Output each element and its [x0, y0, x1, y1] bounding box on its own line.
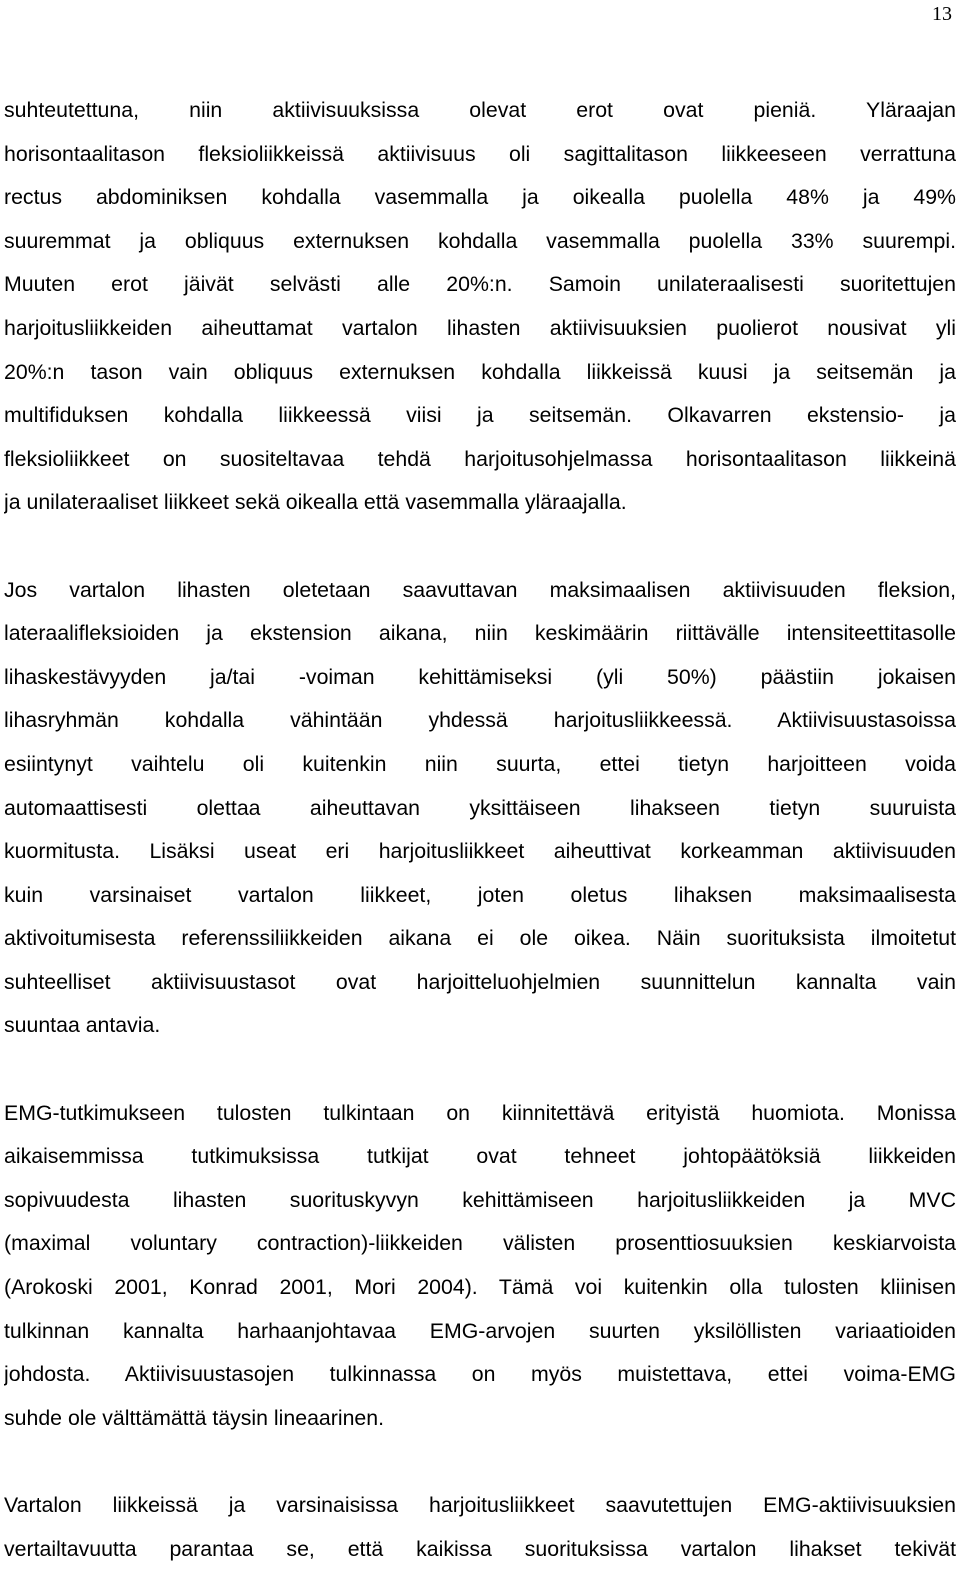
text-line: rectus abdominiksen kohdalla vasemmalla ja oikealla puolella 48% ja 49% [4, 185, 956, 210]
text-line: sopivuudesta lihasten suorituskyvyn kehittämiseen harjoitusliikkeiden ja MVC [4, 1187, 956, 1212]
text-line: EMG-tutkimukseen tulosten tulkintaan on kiinnitettävä erityistä huomiota. Monissa [4, 1100, 956, 1125]
paragraph [4, 569, 956, 1049]
paragraph [4, 1092, 956, 1441]
text-line: Muuten erot jäivät selvästi alle 20%:n. Samoin unilateraalisesti suoritettujen [4, 272, 956, 297]
text-line: kuormitusta. Lisäksi useat eri harjoitusliikkeet aiheuttivat korkeamman aktiivisuuden [4, 839, 956, 864]
text-line: ja unilateraaliset liikkeet sekä oikealla että vasemmalla yläraajalla. [4, 490, 627, 515]
text-line: harjoitusliikkeiden aiheuttamat vartalon lihasten aktiivisuuksien puolierot nousivat yli [4, 315, 956, 340]
paragraph [4, 1484, 956, 1571]
text-line: fleksioliikkeet on suositeltavaa tehdä harjoitusohjelmassa horisontaalitason liikkeinä [4, 446, 956, 471]
text-line: lateraalifleksioiden ja ekstension aikana, niin keskimäärin riittävälle intensiteettitasolle [4, 621, 956, 646]
text-line: aktivoitumisesta referenssiliikkeiden aikana ei ole oikea. Näin suorituksista ilmoitetut [4, 926, 956, 951]
text-line: suhteutettuna, niin aktiivisuuksissa olevat erot ovat pieniä. Yläraajan [4, 98, 956, 122]
text-line: (maximal voluntary contraction)-liikkeiden välisten prosenttiosuuksien keskiarvoista [4, 1231, 956, 1256]
text-line: Jos vartalon lihasten oletetaan saavuttavan maksimaalisen aktiivisuuden fleksion, [4, 577, 956, 602]
text-line: automaattisesti olettaa aiheuttavan yksittäiseen lihakseen tietyn suuruista [4, 795, 956, 820]
text-line: lihasryhmän kohdalla vähintään yhdessä harjoitusliikkeessä. Aktiivisuustasoissa [4, 708, 956, 733]
text-line: lihaskestävyyden ja/tai -voiman kehittämiseksi (yli 50%) päästiin jokaisen [4, 664, 956, 689]
text-line: johdosta. Aktiivisuustasojen tulkinnassa on myös muistettava, ettei voima-EMG [4, 1362, 956, 1387]
text-line: kuin varsinaiset vartalon liikkeet, joten oletus lihaksen maksimaalisesta [4, 882, 956, 907]
text-line: aikaisemmissa tutkimuksissa tutkijat ovat tehneet johtopäätöksiä liikkeiden [4, 1144, 956, 1169]
text-line: suuremmat ja obliquus externuksen kohdalla vasemmalla puolella 33% suurempi. [4, 228, 956, 253]
text-line: tulkinnan kannalta harhaanjohtavaa EMG-arvojen suurten yksilöllisten variaatioiden [4, 1318, 956, 1343]
text-line: esiintynyt vaihtelu oli kuitenkin niin suurta, ettei tietyn harjoitteen voida [4, 751, 956, 776]
text-line: multifiduksen kohdalla liikkeessä viisi ja seitsemän. Olkavarren ekstensio- ja [4, 403, 956, 428]
text-line: horisontaalitason fleksioliikkeissä aktiivisuus oli sagittalitason liikkeeseen verrattuna [4, 141, 956, 166]
page-number: 13 [932, 3, 952, 25]
text-line: Vartalon liikkeissä ja varsinaisissa harjoitusliikkeet saavutettujen EMG-aktiivisuuksien [4, 1493, 956, 1517]
text-line: suuntaa antavia. [4, 1013, 161, 1038]
text-line: 20%:n tason vain obliquus externuksen kohdalla liikkeissä kuusi ja seitsemän ja [4, 359, 956, 384]
paragraph [4, 89, 956, 525]
text-line: vertailtavuutta parantaa se, että kaikissa suorituksissa vartalon lihakset tekivät [4, 1536, 956, 1561]
text-line: suhteelliset aktiivisuustasot ovat harjoitteluohjelmien suunnittelun kannalta vain [4, 969, 956, 994]
text-line: suhde ole välttämättä täysin lineaarinen. [4, 1405, 385, 1430]
text-line: (Arokoski 2001, Konrad 2001, Mori 2004). Tämä voi kuitenkin olla tulosten kliinisen [4, 1275, 956, 1300]
